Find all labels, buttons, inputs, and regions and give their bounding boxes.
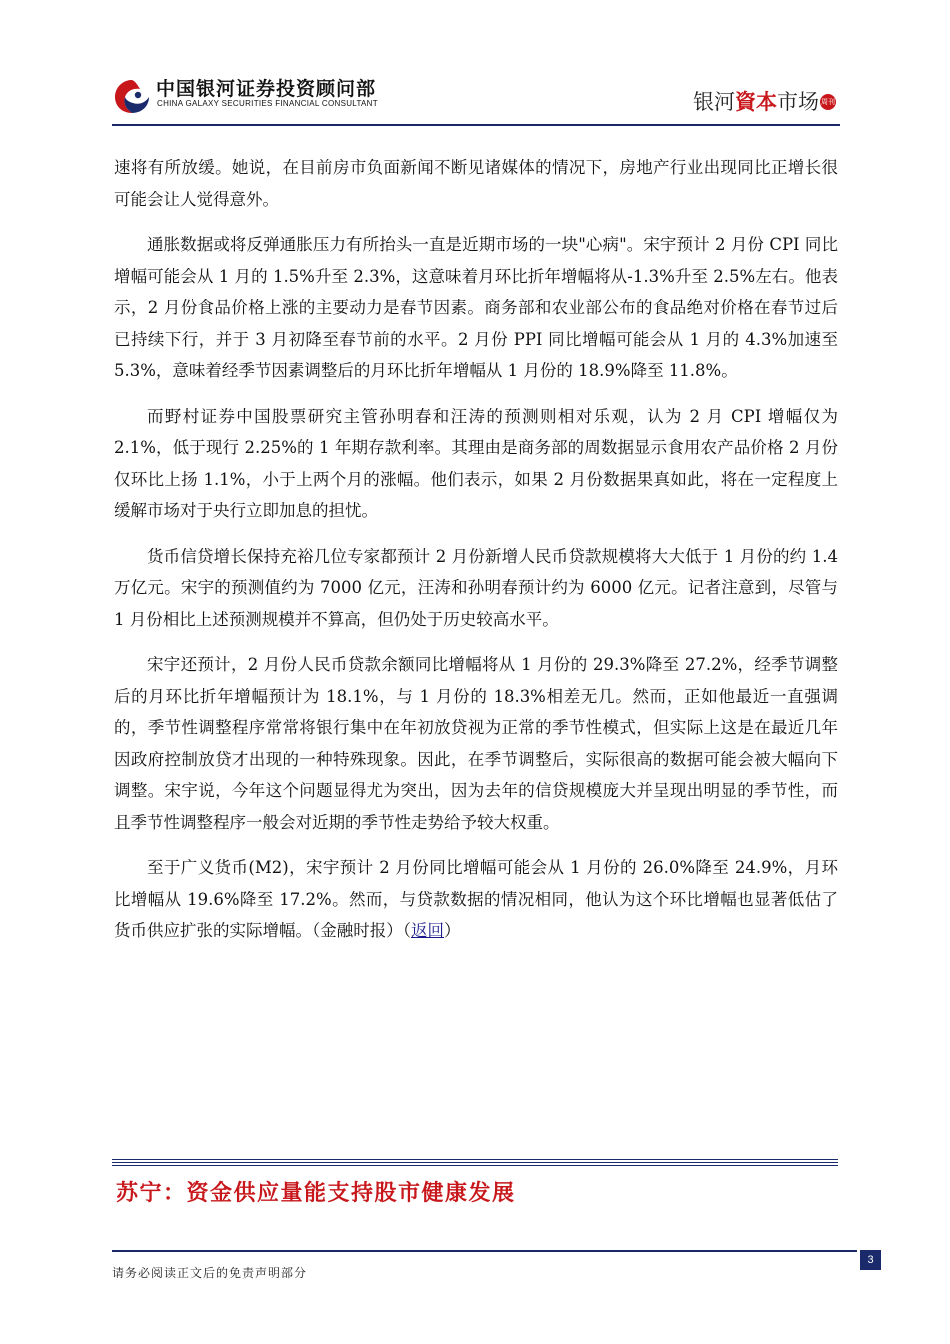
page-number: 3 [860, 1250, 881, 1270]
publication-brand [693, 86, 836, 116]
paragraph-2: 通胀数据或将反弹通胀压力有所抬头一直是近期市场的一块"心病"。宋宇预计 2 月份 CPI 同比增幅可能会从 1 月的 1.5%升至 2.3%，这意味着月环比折年增幅将从-1.3%升至 2.5%左右。他表示，2 月份食品价格上涨的主要动力是春节因素。商务部和农业部公布的食品绝对价格在春节过后已持续下行，并于 3 月初降至春节前的水平。2 月份 PPI 同比增幅可能会从 1 月的 4.3%加速至 5.3%，意味着经季节因素调整后的月环比折年增幅从 1 月份的 18.9%降至 11.8%。 [114, 235, 838, 380]
paragraph-6-text: 至于广义货币(M2)，宋宇预计 2 月份同比增幅可能会从 1 月份的 26.0%降至 24.9%，月环比增幅从 19.6%降至 17.2%。然而，与贷款数据的情况相同，他认为这个环比增幅也显著低估了货币供应扩张的实际增幅。（金融时报）（ [114, 858, 838, 940]
back-link[interactable]: 返回 [411, 921, 444, 940]
footer-rule [112, 1250, 857, 1252]
brand-seal-icon: 周刊 [820, 94, 836, 110]
org-name-en: CHINA GALAXY SECURITIES FINANCIAL CONSULTANT [157, 99, 378, 108]
brand-pre: 银河 [693, 90, 735, 114]
footer-disclaimer: 请务必阅读正文后的免责声明部分 [112, 1266, 308, 1280]
galaxy-logo-icon [112, 76, 152, 116]
paragraph-1: 速将有所放缓。她说，在目前房市负面新闻不断见诸媒体的情况下，房地产行业出现同比正增长很可能会让人觉得意外。 [114, 158, 838, 209]
paragraph-6 [114, 852, 838, 947]
header-rule [112, 124, 840, 126]
org-name-cn: 中国银河证券投资顾问部 [156, 78, 377, 100]
article-body [114, 152, 838, 961]
page-header [112, 70, 840, 122]
paragraph-4: 货币信贷增长保持充裕几位专家都预计 2 月份新增人民币贷款规模将大大低于 1 月份的约 1.4 万亿元。宋宇的预测值约为 7000 亿元，汪涛和孙明春预计约为 6000 亿元。记者注意到，尽管与 1 月份相比上述预测规模并不算高，但仍处于历史较高水平。 [114, 546, 838, 629]
paragraph-5: 宋宇还预计，2 月份人民币贷款余额同比增幅将从 1 月份的 29.3%降至 27.2%，经季节调整后的月环比折年增幅预计为 18.1%，与 1 月份的 18.3%相差无几。然而，正如他最近一直强调的，季节性调整程序常常将银行集中在年初放贷视为正常的季节性模式，但实际上这是在最近几年因政府控制放贷才出现的一种特殊现象。因此，在季节调整后，实际很高的数据可能会被大幅向下调整。宋宇说，今年这个问题显得尤为突出，因为去年的信贷规模庞大并呈现出明显的季节性，而且季节性调整程序一般会对近期的季节性走势给予较大权重。 [114, 655, 838, 832]
brand-post: 市场 [777, 90, 819, 114]
paragraph-3: 而野村证券中国股票研究主管孙明春和汪涛的预测则相对乐观，认为 2 月 CPI 增幅仅为 2.1%，低于现行 2.25%的 1 年期存款利率。其理由是商务部的周数据显示食用农产品价格 2 月份仅环比上扬 1.1%，小于上两个月的涨幅。他们表示，如果 2 月份数据果真如此，将在一定程度上缓解市场对于央行立即加息的担忧。 [114, 406, 838, 520]
section-divider [112, 1159, 838, 1168]
back-link-close: ） [444, 921, 461, 940]
brand-highlight: 資本 [735, 90, 777, 114]
section-title: 苏宁：资金供应量能支持股市健康发展 [116, 1181, 516, 1206]
